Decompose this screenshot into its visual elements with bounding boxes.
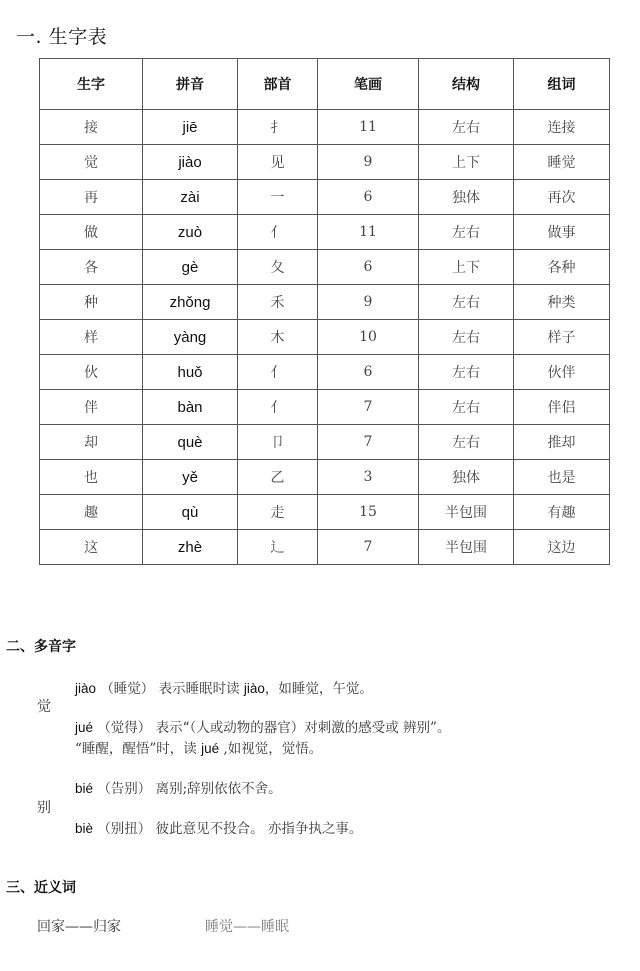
reading-word: （别扭） — [97, 821, 152, 837]
cell-pinyin: jiào — [143, 145, 238, 180]
table-row — [40, 250, 610, 285]
cell-strokes: 11 — [318, 215, 419, 250]
cell-char: 接 — [40, 110, 143, 145]
cell-char: 觉 — [40, 145, 143, 180]
cell-char: 再 — [40, 180, 143, 215]
cell-strokes: 6 — [318, 180, 419, 215]
cell-structure: 左右 — [419, 425, 514, 460]
table-row — [40, 285, 610, 320]
cell-char: 种 — [40, 285, 143, 320]
reading-line — [75, 777, 282, 797]
reading-pinyin-inline: jué — [201, 741, 220, 756]
reading-line — [75, 716, 450, 736]
header-structure: 结构 — [419, 59, 514, 110]
cell-structure: 独体 — [419, 180, 514, 215]
cell-radical: 亻 — [238, 390, 318, 425]
reading-line — [75, 737, 322, 757]
table-header-row — [40, 59, 610, 110]
cell-structure: 左右 — [419, 215, 514, 250]
reading-text: ,如视觉，觉悟。 — [223, 741, 323, 757]
cell-word: 也是 — [514, 460, 610, 495]
table-row — [40, 110, 610, 145]
table-row — [40, 145, 610, 180]
cell-radical: 卩 — [238, 425, 318, 460]
cell-structure: 左右 — [419, 320, 514, 355]
table-row — [40, 320, 610, 355]
cell-structure: 半包围 — [419, 495, 514, 530]
cell-radical: 亻 — [238, 215, 318, 250]
cell-word: 有趣 — [514, 495, 610, 530]
table-row — [40, 390, 610, 425]
section-title-synonyms: 三、近义词 — [6, 880, 76, 896]
cell-radical: 走 — [238, 495, 318, 530]
polyphone-char: 觉 — [37, 699, 51, 715]
cell-strokes: 9 — [318, 145, 419, 180]
cell-char: 样 — [40, 320, 143, 355]
cell-word: 再次 — [514, 180, 610, 215]
cell-word: 睡觉 — [514, 145, 610, 180]
cell-char: 各 — [40, 250, 143, 285]
cell-pinyin: zhǒng — [143, 285, 238, 320]
cell-char: 伙 — [40, 355, 143, 390]
table-row — [40, 495, 610, 530]
reading-text: 表示“（人或动物的器官）对刺激的感受或 辨别”。 — [155, 720, 451, 736]
table-row — [40, 180, 610, 215]
synonym-pair: 睡觉——睡眠 — [205, 919, 289, 935]
cell-radical: 夂 — [238, 250, 318, 285]
reading-text: 彼此意见不投合。 亦指争执之事。 — [155, 821, 363, 837]
table-row — [40, 460, 610, 495]
cell-radical: 见 — [238, 145, 318, 180]
cell-word: 伙伴 — [514, 355, 610, 390]
reading-pinyin: jiào — [75, 681, 97, 696]
reading-pinyin: biè — [75, 821, 94, 836]
cell-char: 却 — [40, 425, 143, 460]
cell-strokes: 7 — [318, 425, 419, 460]
cell-pinyin: bàn — [143, 390, 238, 425]
reading-word: （觉得） — [97, 720, 152, 736]
cell-char: 做 — [40, 215, 143, 250]
cell-word: 伴侣 — [514, 390, 610, 425]
reading-text: “睡醒，醒悟”时，读 — [75, 741, 197, 757]
cell-char: 这 — [40, 530, 143, 565]
cell-pinyin: qù — [143, 495, 238, 530]
cell-structure: 左右 — [419, 285, 514, 320]
section-title-char-table: 一. 生字表 — [16, 26, 108, 48]
section-title-polyphones: 二、多音字 — [6, 639, 76, 655]
cell-char: 趣 — [40, 495, 143, 530]
cell-pinyin: zuò — [143, 215, 238, 250]
cell-strokes: 7 — [318, 390, 419, 425]
polyphone-char: 别 — [37, 800, 51, 816]
cell-pinyin: yě — [143, 460, 238, 495]
cell-word: 各种 — [514, 250, 610, 285]
cell-strokes: 15 — [318, 495, 419, 530]
cell-radical: 扌 — [238, 110, 318, 145]
header-pinyin: 拼音 — [143, 59, 238, 110]
reading-text: 表示睡眠时读 — [158, 681, 240, 697]
table-row — [40, 530, 610, 565]
header-radical: 部首 — [238, 59, 318, 110]
reading-word: （告别） — [97, 781, 152, 797]
reading-text: 离别;辞别依依不舍。 — [155, 781, 282, 797]
cell-strokes: 10 — [318, 320, 419, 355]
cell-strokes: 6 — [318, 355, 419, 390]
cell-radical: 乙 — [238, 460, 318, 495]
cell-structure: 左右 — [419, 390, 514, 425]
cell-pinyin: zhè — [143, 530, 238, 565]
reading-text: ，如睡觉，午觉。 — [264, 681, 373, 697]
header-word: 组词 — [514, 59, 610, 110]
cell-word: 推却 — [514, 425, 610, 460]
cell-word: 做事 — [514, 215, 610, 250]
reading-word: （睡觉） — [100, 681, 155, 697]
cell-word: 样子 — [514, 320, 610, 355]
cell-structure: 上下 — [419, 145, 514, 180]
reading-line — [75, 817, 362, 837]
cell-strokes: 11 — [318, 110, 419, 145]
cell-structure: 左右 — [419, 355, 514, 390]
cell-word: 种类 — [514, 285, 610, 320]
table-row — [40, 425, 610, 460]
cell-word: 这边 — [514, 530, 610, 565]
cell-char: 也 — [40, 460, 143, 495]
table-row — [40, 355, 610, 390]
cell-structure: 半包围 — [419, 530, 514, 565]
cell-pinyin: gè — [143, 250, 238, 285]
cell-strokes: 9 — [318, 285, 419, 320]
header-char: 生字 — [40, 59, 143, 110]
reading-pinyin-inline: jiào — [243, 681, 265, 696]
cell-strokes: 7 — [318, 530, 419, 565]
synonym-pair: 回家——归家 — [37, 919, 121, 935]
header-strokes: 笔画 — [318, 59, 419, 110]
cell-pinyin: yàng — [143, 320, 238, 355]
cell-pinyin: què — [143, 425, 238, 460]
cell-radical: 亻 — [238, 355, 318, 390]
cell-radical: 木 — [238, 320, 318, 355]
table-row — [40, 215, 610, 250]
reading-pinyin: bié — [75, 781, 94, 796]
cell-strokes: 6 — [318, 250, 419, 285]
cell-radical: 一 — [238, 180, 318, 215]
cell-structure: 左右 — [419, 110, 514, 145]
cell-strokes: 3 — [318, 460, 419, 495]
character-table — [39, 58, 610, 565]
cell-pinyin: zài — [143, 180, 238, 215]
cell-radical: 禾 — [238, 285, 318, 320]
cell-structure: 独体 — [419, 460, 514, 495]
cell-word: 连接 — [514, 110, 610, 145]
cell-radical: 辶 — [238, 530, 318, 565]
cell-structure: 上下 — [419, 250, 514, 285]
cell-pinyin: jiē — [143, 110, 238, 145]
reading-line — [75, 677, 373, 697]
reading-pinyin: jué — [75, 720, 94, 735]
cell-pinyin: huǒ — [143, 355, 238, 390]
cell-char: 伴 — [40, 390, 143, 425]
